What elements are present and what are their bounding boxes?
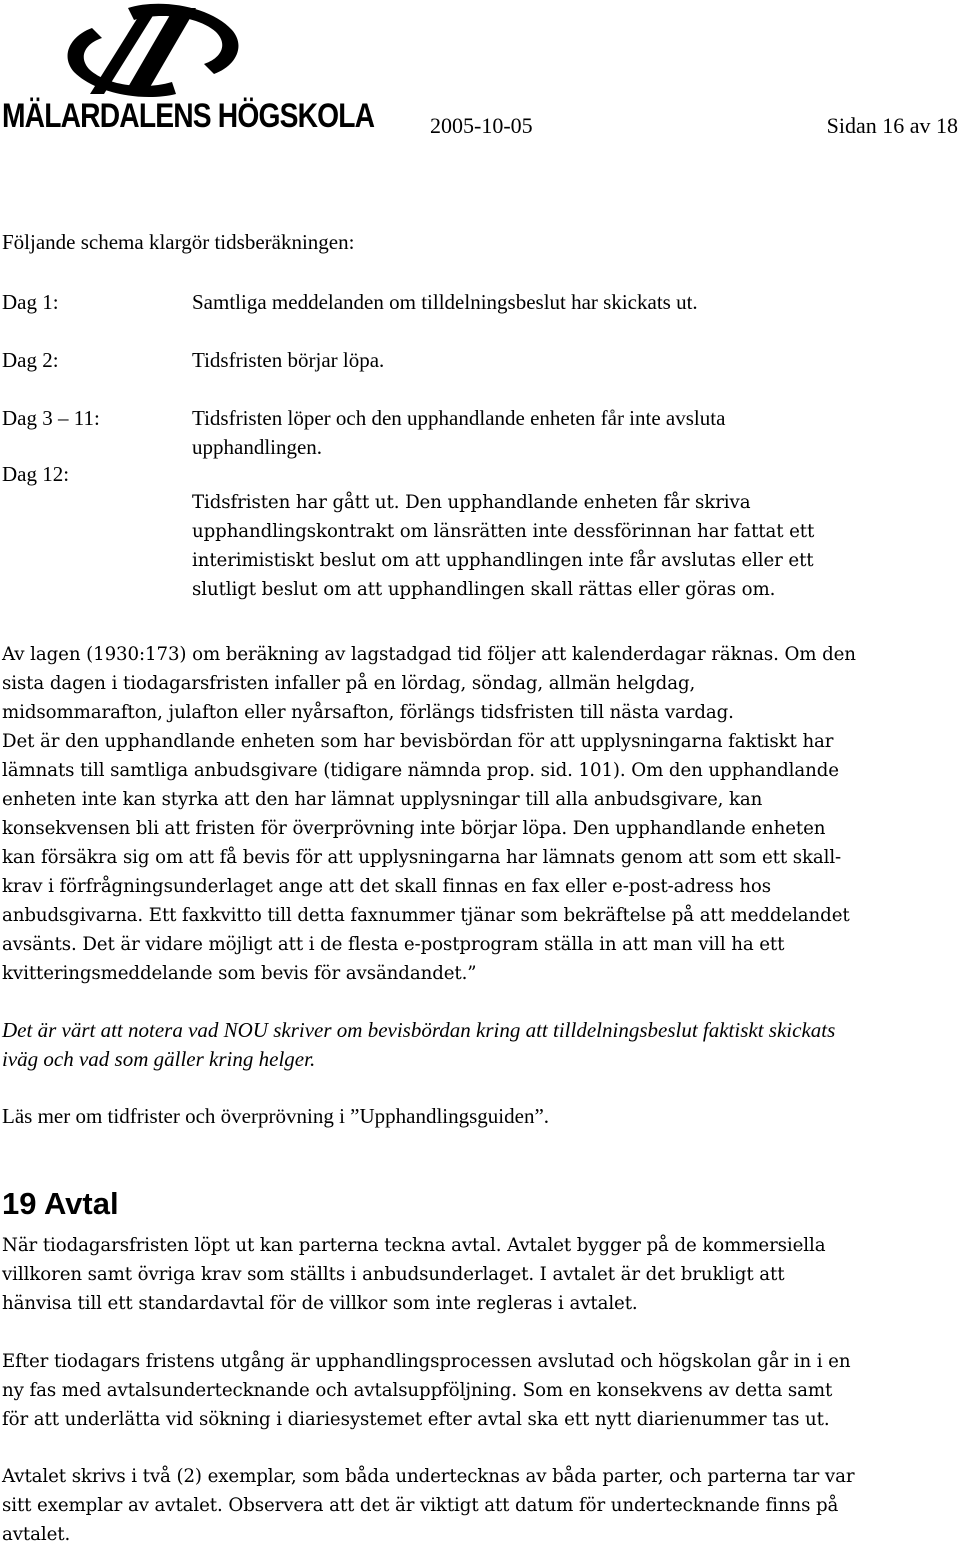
section-heading: 19 Avtal — [2, 1186, 119, 1221]
text-line: interimistiskt beslut om att upphandlingen inte får avslutas eller ett — [192, 550, 814, 571]
schedule-label-day3-11: Dag 3 – 11: — [2, 406, 100, 430]
text-line: Tidsfristen har gått ut. Den upphandlande enheten får skriva — [192, 492, 751, 513]
text-line: för att underlätta vid sökning i diariesystemet efter avtal ska ett nytt diarienummer tas ut. — [2, 1409, 830, 1430]
read-more-text: Läs mer om tidfrister och överprövning i ”Upphandlingsguiden”. — [2, 1104, 550, 1128]
text-line: hänvisa till ett standardavtal för de villkor som inte regleras i avtalet. — [2, 1293, 638, 1314]
paragraph-lagen — [2, 640, 958, 988]
text-line: Avtalet skrivs i två (2) exemplar, som båda undertecknas av båda parter, och parterna tar var — [2, 1466, 855, 1487]
text-line: krav i förfrågningsunderlaget ange att det skall finnas en fax eller e-post-adress hos — [2, 876, 772, 897]
paragraph-avtal-2 — [2, 1347, 958, 1434]
schedule-text-day12 — [192, 488, 952, 604]
text-line: Det är den upphandlande enheten som har bevisbördan för att upplysningarna faktiskt har — [2, 731, 834, 752]
text-line: kvitteringsmeddelande som bevis för avsändandet.” — [2, 963, 477, 984]
text-line: avsänts. Det är vidare möjligt att i de flesta e-postprogram ställa in att man vill ha ett — [2, 934, 785, 955]
text-line: lämnats till samtliga anbudsgivare (tidigare nämnda prop. sid. 101). Om den upphandlande — [2, 760, 839, 781]
text-line: midsommarafton, julafton eller nyårsafton, förlängs tidsfristen till nästa vardag. — [2, 702, 734, 723]
schedule-text-day1: Samtliga meddelanden om tilldelningsbeslut har skickats ut. — [192, 290, 698, 314]
text-line: konsekvensen bli att fristen för överprövning inte börjar löpa. Den upphandlande enheten — [2, 818, 826, 839]
schedule-text-day2: Tidsfristen börjar löpa. — [192, 348, 385, 372]
text-line: sista dagen i tiodagarsfristen infaller på en lördag, söndag, allmän helgdag, — [2, 673, 696, 694]
text-line: avtalet. — [2, 1524, 71, 1545]
text-line: anbudsgivarna. Ett faxkvitto till detta faxnummer tjänar som bekräftelse på att meddelandet — [2, 905, 850, 926]
university-logo-mark — [0, 0, 300, 100]
text-line: upphandlingskontrakt om länsrätten inte dessförinnan har fattat ett — [192, 521, 815, 542]
text-line: kan försäkra sig om att få bevis för att upplysningarna har lämnats genom att som ett skall- — [2, 847, 842, 868]
text-line: Av lagen (1930:173) om beräkning av lagstadgad tid följer att kalenderdagar räknas. Om den — [2, 644, 856, 665]
schedule-label-day2: Dag 2: — [2, 348, 59, 372]
text-line: ny fas med avtalsundertecknande och avtalsuppföljning. Som en konsekvens av detta samt — [2, 1380, 833, 1401]
text-line: När tiodagarsfristen löpt ut kan parterna teckna avtal. Avtalet bygger på de kommersiella — [2, 1235, 826, 1256]
text-line: iväg och vad som gäller kring helger. — [2, 1047, 316, 1071]
schedule-label-day1: Dag 1: — [2, 290, 59, 314]
university-logo-text: MÄLARDALENS HÖGSKOLA — [2, 97, 375, 135]
paragraph-avtal-1 — [2, 1231, 958, 1318]
text-line: slutligt beslut om att upphandlingen skall rättas eller göras om. — [192, 579, 776, 600]
text-line: sitt exemplar av avtalet. Observera att det är viktigt att datum för undertecknande finns på — [2, 1495, 839, 1516]
intro-text: Följande schema klargör tidsberäkningen: — [2, 230, 355, 254]
schedule-label-day12: Dag 12: — [2, 462, 70, 486]
text-line: Efter tiodagars fristens utgång är upphandlingsprocessen avslutad och högskolan går in i en — [2, 1351, 851, 1372]
header-date: 2005-10-05 — [430, 113, 533, 138]
text-line: villkoren samt övriga krav som ställts i anbudsunderlaget. I avtalet är det brukligt att — [2, 1264, 785, 1285]
paragraph-avtal-3 — [2, 1462, 958, 1549]
text-line: enheten inte kan styrka att den har lämnat upplysningar till alla anbudsgivare, kan — [2, 789, 763, 810]
italic-note — [2, 1016, 958, 1074]
schedule-text-day3-11: Tidsfristen löper och den upphandlande enheten får inte avsluta — [192, 406, 726, 430]
text-line: Det är värt att notera vad NOU skriver om bevisbördan kring att tilldelningsbeslut faktiskt skickats — [2, 1018, 836, 1042]
header-page-number: Sidan 16 av 18 — [826, 113, 958, 138]
schedule-text-day3-11-cont: upphandlingen. — [192, 435, 323, 459]
